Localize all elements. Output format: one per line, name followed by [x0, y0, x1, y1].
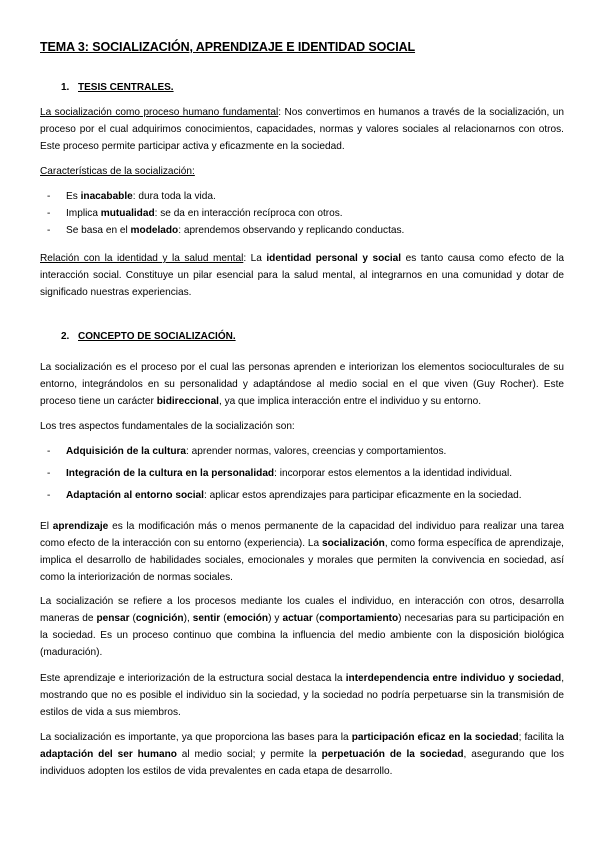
list-item: - Adquisición de la cultura: aprender normas, valores, creencias y comportamientos. [47, 446, 447, 457]
paragraph-label: La socialización como proceso humano fundamental [40, 107, 279, 118]
characteristics-list [40, 188, 564, 239]
section-heading-tesis [61, 79, 174, 96]
paragraph-socialization-human [40, 104, 564, 155]
list-item: - Se basa en el modelado: aprendemos observando y replicando conductas. [47, 225, 405, 236]
characteristics-label: Características de la socialización: [40, 166, 195, 177]
section-title: TESIS CENTRALES. [78, 82, 174, 93]
paragraph-definition: La socialización es el proceso por el cual las personas aprenden e interiorizan los elementos socioculturales de su entorno, integrándolos en su personalidad y adaptándose al medio social en el que viven (Guy Rocher). Este proceso tiene un carácter bidireccional, ya que implica interacción entre el individuo y su entorno. [40, 362, 564, 407]
paragraph-identity-mental-health: Relación con la identidad y la salud mental: La identidad personal y social es tanto causa como efecto de la interacción social. Constituye un pilar esencial para la salud mental, al integrarnos en una comunidad y dotar de significado nuestras experiencias. [40, 253, 564, 298]
section-heading-concepto [61, 328, 236, 345]
page-title: TEMA 3: SOCIALIZACIÓN, APRENDIZAJE E IDENTIDAD SOCIAL [40, 40, 416, 54]
list-item: - Integración de la cultura en la personalidad: incorporar estos elementos a la identidad individual. [47, 468, 513, 479]
section-number: 1. [61, 82, 70, 93]
paragraph-importance: La socialización es importante, ya que proporciona las bases para la participación eficaz en la sociedad; facilita la adaptación del ser humano al medio social; y permite la perpetuación de la sociedad, asegurando que los individuos adopten los estilos de vida prevalentes en cada etapa de desarrollo. [40, 732, 565, 777]
list-item: - Adaptación al entorno social: aplicar estos aprendizajes para participar eficazmente en la sociedad. [47, 490, 522, 501]
paragraph-aspects-intro: Los tres aspectos fundamentales de la socialización son: [40, 421, 295, 432]
aspects-list [40, 443, 564, 509]
list-item: - Implica mutualidad: se da en interacción recíproca con otros. [47, 208, 343, 219]
list-item: - Es inacabable: dura toda la vida. [47, 191, 216, 202]
paragraph-processes: La socialización se refiere a los procesos mediante los cuales el individuo, en interacción con otros, desarrolla maneras de pensar (cognición), sentir (emoción) y actuar (comportamiento) necesarias para su participación en la sociedad. Es un proceso continuo que combina la influencia del medio ambiente con la disposición biológica (maduración). [40, 596, 564, 658]
paragraph-learning: El aprendizaje es la modificación más o menos permanente de la capacidad del individuo para realizar una tarea como efecto de la interacción con su entorno (experiencia). La socialización, como forma específica de aprendizaje, implica el desarrollo de habilidades sociales, emocionales y morales que permiten la convivencia en sociedad, así como la interiorización de normas sociales. [40, 521, 564, 583]
paragraph-interdependence: Este aprendizaje e interiorización de la estructura social destaca la interdependencia entre individuo y sociedad, mostrando que no es posible el individuo sin la sociedad, y la sociedad no podría perpetuarse sin la transmisión de estilos de vida a sus miembros. [40, 673, 564, 718]
paragraph-text: : Nos convertimos en humanos a través de la socialización, un proceso por el cual adquirimos conocimientos, capacidades, normas y valores sociales al relacionarnos con otros. Este proceso permite participar activa y eficazmente en la sociedad. [40, 107, 564, 152]
section-number: 2. [61, 331, 70, 342]
section-title: CONCEPTO DE SOCIALIZACIÓN. [78, 331, 236, 342]
